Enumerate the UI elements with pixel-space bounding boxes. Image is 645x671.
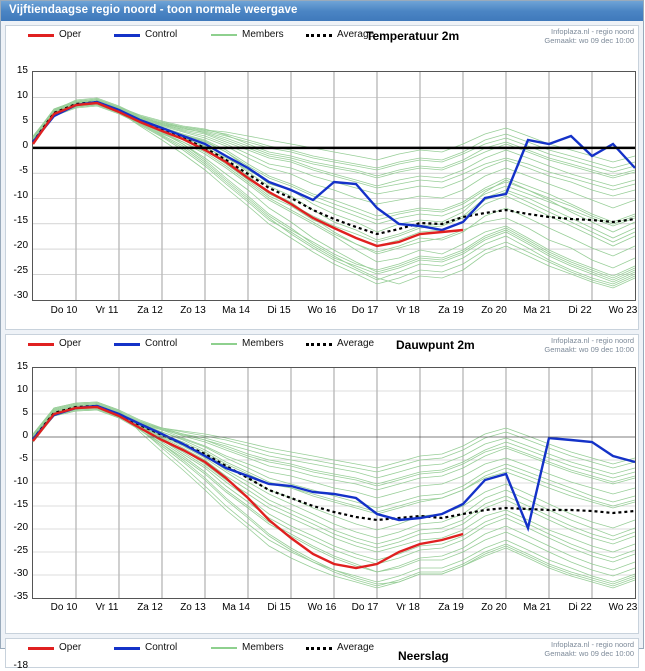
- credit-line-2: Gemaakt: wo 09 dec 10:00: [544, 36, 634, 45]
- xtick-dew-0: Do 10: [50, 602, 78, 613]
- window-titlebar: [1, 1, 643, 21]
- plot-area-dauwpunt[interactable]: [32, 367, 636, 599]
- chart-legend-temperatuur: [6, 28, 638, 44]
- ytick-temp-m20: -20: [13, 240, 28, 251]
- legend-swatch-control-2: [114, 343, 140, 346]
- legend-swatch-control-3: [114, 647, 140, 650]
- chart-legend-neerslag: [6, 641, 638, 657]
- ytick-dew-m35: -35: [13, 591, 28, 602]
- ytick-temp-0: 0: [22, 140, 28, 151]
- ytick-neerslag-m18: -18: [13, 660, 28, 671]
- ytick-temp-15: 15: [16, 65, 28, 76]
- ytick-dew-15: 15: [16, 361, 28, 372]
- xtick-dew-1: Vr 11: [95, 602, 119, 613]
- xtick-dew-3: Zo 13: [180, 602, 206, 613]
- legend-label-oper: Oper: [59, 29, 82, 40]
- ytick-dew-m20: -20: [13, 522, 28, 533]
- chart-legend-dauwpunt: [6, 337, 638, 353]
- xtick-temp-13: Wo 23: [608, 305, 638, 316]
- legend-item-control[interactable]: [114, 28, 177, 43]
- ytick-dew-0: 0: [22, 430, 28, 441]
- chart-credit-neerslag: [544, 640, 634, 658]
- legend-label-control: Control: [145, 29, 178, 40]
- legend-label-control-3: Control: [145, 642, 178, 653]
- legend-label-average-3: Average: [337, 642, 375, 653]
- legend-swatch-members-3: [211, 647, 237, 649]
- legend-swatch-members-2: [211, 343, 237, 345]
- xtick-temp-8: Vr 18: [396, 305, 420, 316]
- ytick-temp-5: 5: [22, 115, 28, 126]
- chart-panel-neerslag: [5, 638, 639, 671]
- xtick-temp-6: Wo 16: [307, 305, 337, 316]
- chart-credit-temperatuur: [544, 27, 634, 45]
- legend-swatch-oper-3: [28, 647, 54, 650]
- ytick-temp-m25: -25: [13, 265, 28, 276]
- ytick-dew-m30: -30: [13, 568, 28, 579]
- plot-area-temperatuur[interactable]: [32, 71, 636, 301]
- xtick-temp-11: Ma 21: [523, 305, 551, 316]
- xtick-dew-4: Ma 14: [222, 602, 250, 613]
- legend-item-average-3[interactable]: [306, 641, 374, 656]
- xtick-temp-9: Za 19: [438, 305, 464, 316]
- ytick-dew-m10: -10: [13, 476, 28, 487]
- xtick-temp-4: Ma 14: [222, 305, 250, 316]
- legend-swatch-average-3: [306, 647, 332, 650]
- xtick-dew-7: Do 17: [351, 602, 379, 613]
- xtick-temp-0: Do 10: [50, 305, 78, 316]
- legend-item-average-2[interactable]: [306, 337, 374, 352]
- legend-label-average-2: Average: [337, 338, 375, 349]
- xtick-dew-11: Ma 21: [523, 602, 551, 613]
- legend-item-members-2[interactable]: [211, 337, 284, 352]
- legend-swatch-members: [211, 34, 237, 36]
- ytick-temp-m15: -15: [13, 215, 28, 226]
- xtick-dew-5: Di 15: [267, 602, 291, 613]
- legend-item-oper-3[interactable]: [28, 641, 81, 656]
- credit-line-1: Infoplaza.nl - regio noord: [551, 27, 634, 36]
- xtick-dew-9: Za 19: [438, 602, 464, 613]
- xtick-dew-2: Za 12: [137, 602, 163, 613]
- xtick-dew-6: Wo 16: [307, 602, 337, 613]
- xtick-temp-7: Do 17: [351, 305, 379, 316]
- ytick-temp-m30: -30: [13, 290, 28, 301]
- xtick-temp-10: Zo 20: [481, 305, 507, 316]
- legend-swatch-control: [114, 34, 140, 37]
- legend-label-members-3: Members: [242, 642, 284, 653]
- ytick-dew-10: 10: [16, 384, 28, 395]
- xtick-temp-1: Vr 11: [95, 305, 119, 316]
- legend-item-oper-2[interactable]: [28, 337, 81, 352]
- xtick-dew-13: Wo 23: [608, 602, 638, 613]
- legend-swatch-oper-2: [28, 343, 54, 346]
- legend-label-oper-2: Oper: [59, 338, 82, 349]
- legend-item-control-2[interactable]: [114, 337, 177, 352]
- legend-item-average[interactable]: [306, 28, 374, 43]
- xtick-temp-3: Zo 13: [180, 305, 206, 316]
- credit-line-1-2: Infoplaza.nl - regio noord: [551, 336, 634, 345]
- legend-label-members: Members: [242, 29, 284, 40]
- chart-title-neerslag: Neerslag: [398, 649, 449, 663]
- legend-item-members-3[interactable]: [211, 641, 284, 656]
- legend-swatch-average-2: [306, 343, 332, 346]
- chart-credit-dauwpunt: [544, 336, 634, 354]
- legend-swatch-oper: [28, 34, 54, 37]
- chart-panel-dauwpunt: [5, 334, 639, 634]
- xtick-dew-10: Zo 20: [481, 602, 507, 613]
- ytick-dew-5: 5: [22, 407, 28, 418]
- legend-label-members-2: Members: [242, 338, 284, 349]
- legend-item-members[interactable]: [211, 28, 284, 43]
- legend-label-average: Average: [337, 29, 375, 40]
- xtick-dew-8: Vr 18: [396, 602, 420, 613]
- chart-panel-temperatuur: [5, 25, 639, 330]
- chart-title-temperatuur: Temperatuur 2m: [366, 29, 460, 43]
- ytick-temp-m10: -10: [13, 190, 28, 201]
- xtick-temp-12: Di 22: [568, 305, 592, 316]
- ytick-temp-m5: -5: [19, 165, 28, 176]
- legend-item-oper[interactable]: [28, 28, 81, 43]
- legend-item-control-3[interactable]: [114, 641, 177, 656]
- xtick-temp-5: Di 15: [267, 305, 291, 316]
- chart-title-dauwpunt: Dauwpunt 2m: [396, 338, 475, 352]
- legend-label-control-2: Control: [145, 338, 178, 349]
- legend-swatch-average: [306, 34, 332, 37]
- credit-line-2-3: Gemaakt: wo 09 dec 10:00: [544, 649, 634, 658]
- window-title: Vijftiendaagse regio noord - toon normale weergave: [9, 4, 298, 16]
- legend-label-oper-3: Oper: [59, 642, 82, 653]
- ytick-dew-m25: -25: [13, 545, 28, 556]
- credit-line-2-2: Gemaakt: wo 09 dec 10:00: [544, 345, 634, 354]
- xtick-temp-2: Za 12: [137, 305, 163, 316]
- credit-line-1-3: Infoplaza.nl - regio noord: [551, 640, 634, 649]
- ytick-temp-10: 10: [16, 90, 28, 101]
- ytick-dew-m5: -5: [19, 453, 28, 464]
- xtick-dew-12: Di 22: [568, 602, 592, 613]
- ytick-dew-m15: -15: [13, 499, 28, 510]
